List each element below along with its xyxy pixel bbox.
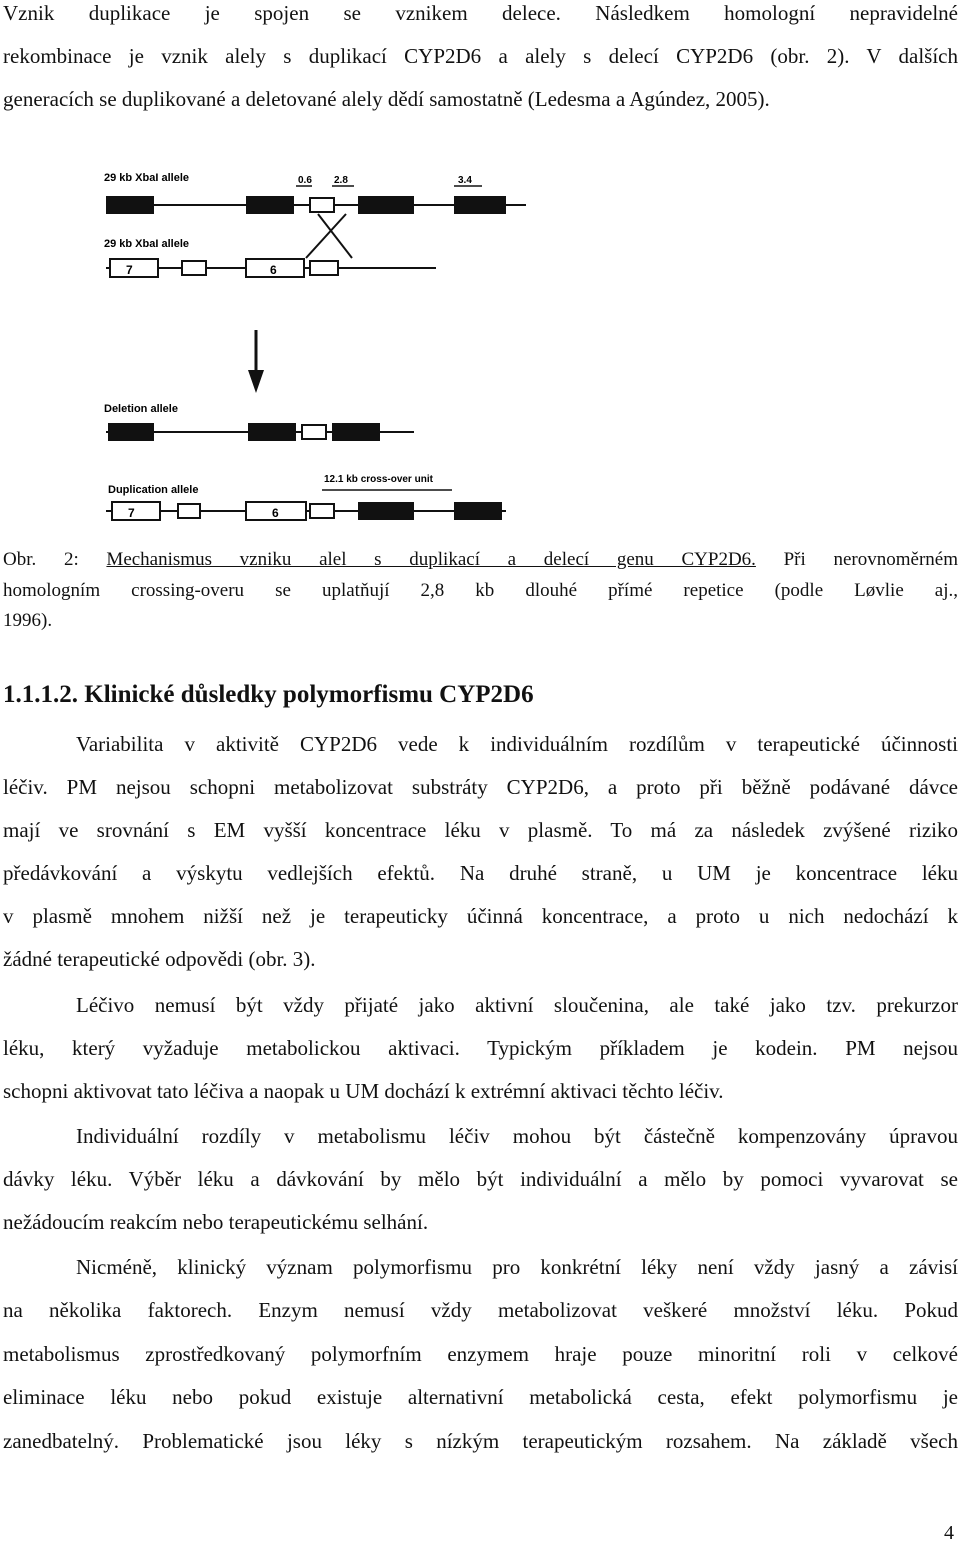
dup-gene-box-7 [112, 502, 160, 520]
body-line: zanedbatelný. Problematické jsou léky s nízkým terapeutickým rozsahem. Na základě všech [3, 1429, 958, 1453]
figure-caption-line-2: homologním crossing-overu se uplatňují 2,8 kb dlouhé přímé repetice (podle Løvlie aj., [3, 580, 958, 601]
body-line: nežádoucím reakcím nebo terapeutickému selhání. [3, 1210, 429, 1234]
repeat-box [310, 261, 338, 275]
gene-block [106, 196, 154, 214]
gene-6-label: 6 [270, 263, 277, 277]
label-xbal-1: 29 kb XbaI allele [104, 172, 189, 184]
body-line: Nicméně, klinický význam polymorfismu pro konkrétní léky není vždy jasný a závisí [76, 1255, 958, 1279]
repeat-box [178, 504, 200, 518]
body-line: léčiv. PM nejsou schopni metabolizovat substráty CYP2D6, a proto při běžně podávané dávce [3, 775, 958, 799]
page-number: 4 [944, 1522, 954, 1544]
gene-block [454, 502, 502, 520]
body-line: mají ve srovnání s EM vyšší koncentrace léku v plasmě. To má za následek zvýšené riziko [3, 818, 958, 842]
body-line: Léčivo nemusí být vždy přijaté jako aktivní sloučenina, ale také jako tzv. prekurzor [76, 993, 958, 1017]
gene-block [246, 196, 294, 214]
gene-7-label: 7 [126, 263, 133, 277]
body-line: Variabilita v aktivitě CYP2D6 vede k individuálním rozdílům v terapeutické účinnosti [76, 732, 958, 756]
body-line: schopni aktivovat tato léčiva a naopak u UM dochází k extrémní aktivaci těchto léčiv. [3, 1079, 724, 1103]
caption-title: Mechanismus vzniku alel s duplikací a delecí genu CYP2D6. [106, 549, 756, 570]
repeat-box [310, 198, 334, 212]
dup-gene-7-label: 7 [128, 506, 135, 520]
caption-prefix: Obr. 2: [3, 549, 107, 570]
label-duplication: Duplication allele [108, 484, 199, 496]
body-line: Individuální rozdíly v metabolismu léčiv mohou být částečně kompenzovány úpravou [76, 1124, 958, 1148]
crossover-diagram [96, 150, 536, 535]
size-06-label: 0.6 [298, 175, 312, 186]
gene-block [108, 423, 154, 441]
body-line: dávky léku. Výběr léku a dávkování by mělo být individuální a mělo by pomoci vyvarovat se [3, 1167, 958, 1191]
section-heading: 1.1.1.2. Klinické důsledky polymorfismu CYP2D6 [3, 681, 534, 708]
body-line: eliminace léku nebo pokud existuje alternativní metabolická cesta, efekt polymorfismu je [3, 1385, 958, 1409]
size-28-label: 2.8 [334, 175, 348, 186]
intro-line-3: generacích se duplikované a deletované alely dědí samostatně (Ledesma a Agúndez, 2005). [3, 87, 770, 111]
caption-rest: Při nerovnoměrném [755, 549, 958, 570]
repeat-box [182, 261, 206, 275]
gene-block [358, 196, 414, 214]
dup-gene-6-label: 6 [272, 506, 279, 520]
body-line: v plasmě mnohem nižší než je terapeuticky účinná koncentrace, a proto u nich nedochází k [3, 904, 958, 928]
gene-block [454, 196, 506, 214]
label-crossover: 12.1 kb cross-over unit [324, 474, 433, 485]
body-line: žádné terapeutické odpovědi (obr. 3). [3, 947, 316, 971]
label-deletion: Deletion allele [104, 403, 178, 415]
label-xbal-2: 29 kb XbaI allele [104, 238, 189, 250]
gene-block [248, 423, 296, 441]
figure-caption-line-3: 1996). [3, 610, 53, 631]
body-line: předávkování a výskytu vedlejších efektů. Na druhé straně, u UM je koncentrace léku [3, 861, 958, 885]
repeat-box [302, 425, 326, 439]
body-line: léku, který vyžaduje metabolickou aktivaci. Typickým příkladem je kodein. PM nejsou [3, 1036, 958, 1060]
size-34-label: 3.4 [458, 175, 472, 186]
arrow-down-icon [248, 370, 264, 393]
intro-line-1: Vznik duplikace je spojen se vznikem delece. Následkem homologní nepravidelné [3, 1, 958, 25]
figure-caption-line-1 [3, 550, 958, 569]
repeat-box [310, 504, 334, 518]
gene-block [332, 423, 380, 441]
body-line: metabolismus zprostředkovaný polymorfním enzymem hraje pouze minoritní roli v celkové [3, 1342, 958, 1366]
body-line: na několika faktorech. Enzym nemusí vždy metabolizovat veškeré množství léku. Pokud [3, 1298, 958, 1322]
gene-box-7 [110, 259, 158, 277]
gene-block [358, 502, 414, 520]
intro-line-2: rekombinace je vznik alely s duplikací CYP2D6 a alely s delecí CYP2D6 (obr. 2). V dalších [3, 44, 958, 68]
